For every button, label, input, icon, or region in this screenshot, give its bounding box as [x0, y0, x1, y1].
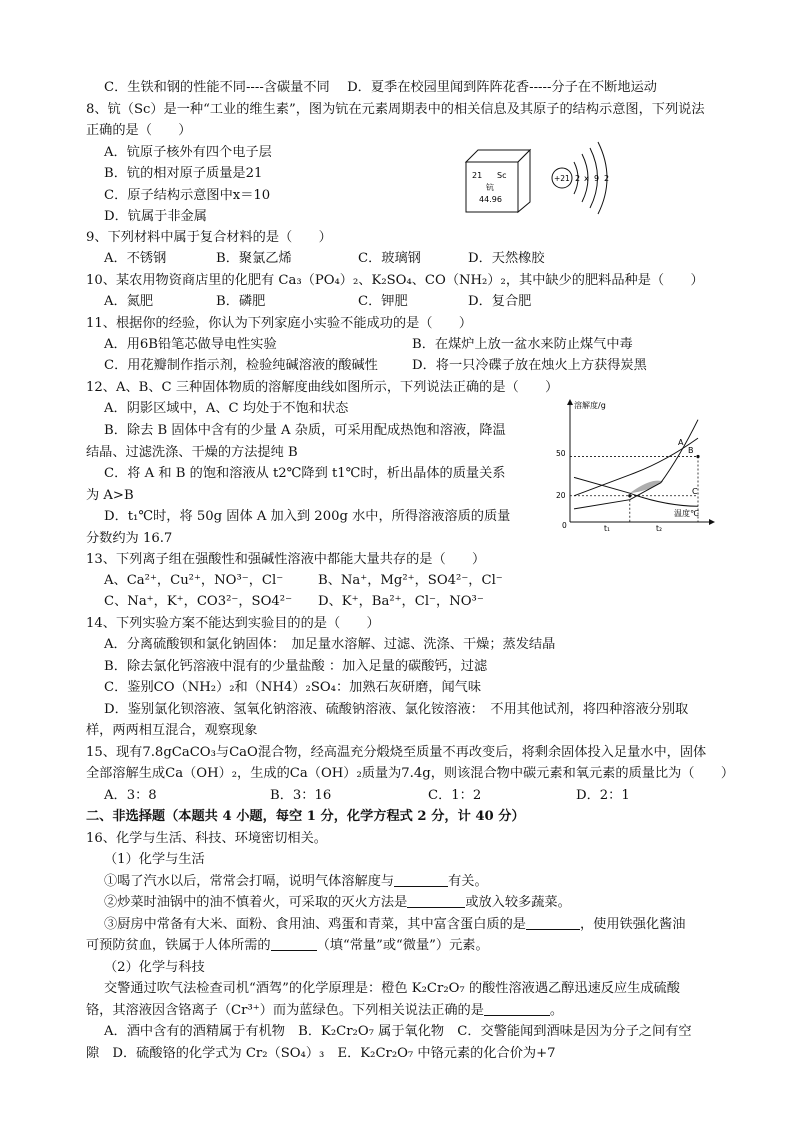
q9-stem: 9、下列材料中属于复合材料的是（ ）: [86, 230, 332, 245]
q11-option-d: D．将一只冷碟子放在烛火上方获得炭黑: [412, 358, 647, 373]
element-card: [464, 146, 534, 214]
q12-option-c-cont: 为 A>B: [86, 488, 134, 503]
q15-option-a: A．3：8: [104, 788, 157, 803]
q14-option-c: C．鉴别CO（NH₂）₂和（NH4）₂SO₄：加熟石灰研磨，闻气味: [104, 680, 482, 695]
q13-stem: 13、下列离子组在强酸性和强碱性溶液中都能大量共存的是（ ）: [86, 552, 486, 567]
q10-option-b: B．磷肥: [216, 294, 266, 309]
q8-option-c: C．原子结构示意图中x＝10: [104, 188, 271, 203]
y-axis-label: 溶解度/g: [574, 401, 606, 410]
q16-sub2-title: （2）化学与科技: [104, 960, 205, 975]
q16-1b: [104, 893, 571, 913]
q16-2-text-cont: [86, 1001, 563, 1021]
y-tick-20: 20: [556, 491, 566, 500]
y-tick-50: 50: [556, 449, 566, 458]
q7-option-cd: C．生铁和钢的性能不同----含碳量不同 D．夏季在校园里闻到阵阵花香-----分子在不断地运动: [104, 80, 657, 95]
x-tick-t1: t₁: [604, 524, 610, 533]
element-name: 钪: [486, 183, 494, 192]
q16-1a-tail: 有关。: [448, 874, 488, 889]
q16-1c-text: ③厨房中常备有大米、面粉、食用油、鸡蛋和青菜，其中富含蛋白质的是: [104, 917, 526, 932]
element-symbol: Sc: [497, 171, 507, 180]
q16-1b-text: ②炒菜时油锅中的油不慎着火，可采取的灭火方法是: [104, 895, 408, 910]
q8-option-d: D．钪属于非金属: [104, 209, 207, 224]
q16-1c-cont-text: 可预防贫血，铁属于人体所需的: [86, 938, 271, 953]
q12-option-c: C．将 A 和 B 的饱和溶液从 t2℃降到 t1℃时，析出晶体的质量关系: [104, 466, 506, 481]
q16-2-options: A．酒中含有的酒精属于有机物 B．K₂Cr₂O₇ 属于氧化物 C．交警能闻到酒味是因为分子之间有空: [104, 1024, 692, 1039]
shell-1-electrons: 2: [575, 174, 581, 183]
shell-2-electrons: x: [584, 174, 589, 183]
solubility-chart: [552, 396, 724, 534]
q16-2-text: 交警通过吹气法检查司机“酒驾”的化学原理是：橙色 K₂Cr₂O₇ 的酸性溶液遇乙醇迅速反应生成硫酸: [104, 981, 680, 996]
series-c-label: C: [692, 487, 698, 496]
x-axis-label: 温度℃: [674, 509, 699, 518]
answer-blank-3[interactable]: [526, 915, 580, 930]
q16-1b-tail: 或放入较多蔬菜。: [465, 895, 571, 910]
q11-option-c: C．用花瓣制作指示剂，检验纯碱溶液的酸碱性: [104, 358, 378, 373]
q14-option-a: A．分离硫酸钡和氯化钠固体： 加足量水溶解、过滤、洗涤、干燥；蒸发结晶: [104, 637, 556, 652]
q8-stem: 8、钪（Sc）是一种“工业的维生素”，图为钪在元素周期表中的相关信息及其原子的结构示意图，下列说法: [86, 102, 705, 117]
q9-option-b: B．聚氯乙烯: [216, 251, 292, 266]
intersection-point-t1: [628, 494, 631, 497]
q15-stem-cont: 全部溶解生成Ca（OH）₂，生成的Ca（OH）₂质量为7.4g，则该混合物中碳元素和氧元素的质量比为（ ）: [86, 766, 735, 781]
q16-1c: [104, 915, 686, 935]
q9-option-d: D．天然橡胶: [468, 251, 545, 266]
q16-1c-cont-tail: （填“常量”或“微量”）元素。: [316, 938, 489, 953]
answer-blank-1[interactable]: [394, 872, 448, 887]
q14-option-b: B．除去氯化钙溶液中混有的少量盐酸 ：加入足量的碳酸钙，过滤: [104, 659, 488, 674]
q13-option-b: B、Na⁺，Mg²⁺，SO4²⁻，Cl⁻: [318, 573, 503, 588]
series-b-label: B: [688, 446, 694, 455]
q14-stem: 14、下列实验方案不能达到实验目的的是（ ）: [86, 616, 380, 631]
q16-2-options-cont: 隙 D．硫酸铬的化学式为 Cr₂（SO₄）₃ E．K₂Cr₂O₇ 中铬元素的化合价为+7: [86, 1046, 556, 1061]
q12-stem: 12、A、B、C 三种固体物质的溶解度曲线如图所示，下列说法正确的是（ ）: [86, 380, 559, 395]
element-mass: 44.96: [479, 195, 502, 204]
shell-4-electrons: 2: [604, 174, 610, 183]
answer-blank-4[interactable]: [271, 936, 317, 951]
q12-option-b: B．除去 B 固体中含有的少量 A 杂质，可采用配成热饱和溶液，降温: [104, 423, 506, 438]
q16-sub1-title: （1）化学与生活: [104, 852, 205, 867]
q10-stem: 10、某农用物资商店里的化肥有 Ca₃（PO₄）₂、K₂SO₄、CO（NH₂）₂，其中缺少的肥料品种是（ ）: [86, 273, 704, 288]
intersection-point-t2: [696, 455, 699, 458]
q12-option-b-cont: 结晶、过滤洗涤、干燥的方法提纯 B: [86, 445, 298, 460]
q16-stem: 16、化学与生活、科技、环境密切相关。: [86, 831, 327, 846]
q12-option-d-cont: 分数约为 16.7: [86, 531, 173, 546]
q16-1c-tail: ，使用铁强化酱油: [580, 917, 686, 932]
shaded-region: [630, 481, 663, 494]
q16-1a-text: ①喝了汽水以后，常常会打嗝，说明气体溶解度与: [104, 874, 395, 889]
q10-option-a: A．氮肥: [104, 294, 154, 309]
q14-option-d-cont: 样，两两相互混合，观察现象: [86, 723, 258, 738]
q10-option-c: C．钾肥: [358, 294, 408, 309]
x-tick-t2: t₂: [656, 524, 662, 533]
q10-option-d: D．复合肥: [468, 294, 532, 309]
q8-option-b: B．钪的相对原子质量是21: [104, 166, 263, 181]
q9-option-a: A．不锈钢: [104, 251, 167, 266]
q13-option-d: D、K⁺，Ba²⁺，Cl⁻，NO³⁻: [318, 594, 484, 609]
q15-stem: 15、现有7.8gCaCO₃与CaO混合物，经高温充分煅烧至质量不再改变后，将剩余固体投入足量水中，固体: [86, 745, 707, 760]
q15-option-b: B．3：16: [270, 788, 332, 803]
q15-option-c: C．1：2: [428, 788, 482, 803]
q16-1c-cont: [86, 936, 489, 956]
q16-1a: [104, 872, 488, 892]
q8-option-a: A．钪原子核外有四个电子层: [104, 145, 272, 160]
q16-2-text-cont-tail: 。: [549, 1003, 564, 1018]
atom-structure-diagram: [548, 140, 618, 220]
answer-blank-2[interactable]: [407, 893, 465, 908]
nucleus-charge: +21: [554, 174, 570, 183]
q9-option-c: C．玻璃钢: [358, 251, 421, 266]
series-a-label: A: [678, 438, 684, 447]
q11-option-a: A．用6B铅笔芯做导电性实验: [104, 337, 277, 352]
q13-option-a: A、Ca²⁺，Cu²⁺，NO³⁻，Cl⁻: [104, 573, 284, 588]
q14-option-d: D．鉴别氯化钡溶液、氢氧化钠溶液、硫酸钠溶液、氯化铵溶液： 不用其他试剂，将四种溶液分别取: [104, 702, 689, 717]
q8-stem-cont: 正确的是（ ）: [86, 123, 192, 138]
q15-option-d: D．2：1: [576, 788, 630, 803]
q12-option-a: A．阴影区域中，A、C 均处于不饱和状态: [104, 401, 349, 416]
answer-blank-5[interactable]: [484, 1001, 550, 1016]
shell-3-electrons: 9: [594, 174, 600, 183]
q13-option-c: C、Na⁺，K⁺，CO3²⁻，SO4²⁻: [104, 594, 293, 609]
q12-option-d: D．t₁℃时，将 50g 固体 A 加入到 200g 水中，所得溶液溶质的质量: [104, 509, 511, 524]
section-2-heading: 二、非选择题（本题共 4 小题，每空 1 分，化学方程式 2 分，计 40 分）: [86, 809, 525, 824]
q11-stem: 11、根据你的经验，你认为下列家庭小实验不能成功的是（ ）: [86, 316, 473, 331]
element-number: 21: [472, 171, 483, 180]
q16-2-text-cont-text: 铬，其溶液因含铬离子（Cr³⁺）而为蓝绿色。下列相关说法正确的是: [86, 1003, 484, 1018]
y-tick-0: 0: [562, 521, 567, 530]
q11-option-b: B．在煤炉上放一盆水来防止煤气中毒: [412, 337, 633, 352]
